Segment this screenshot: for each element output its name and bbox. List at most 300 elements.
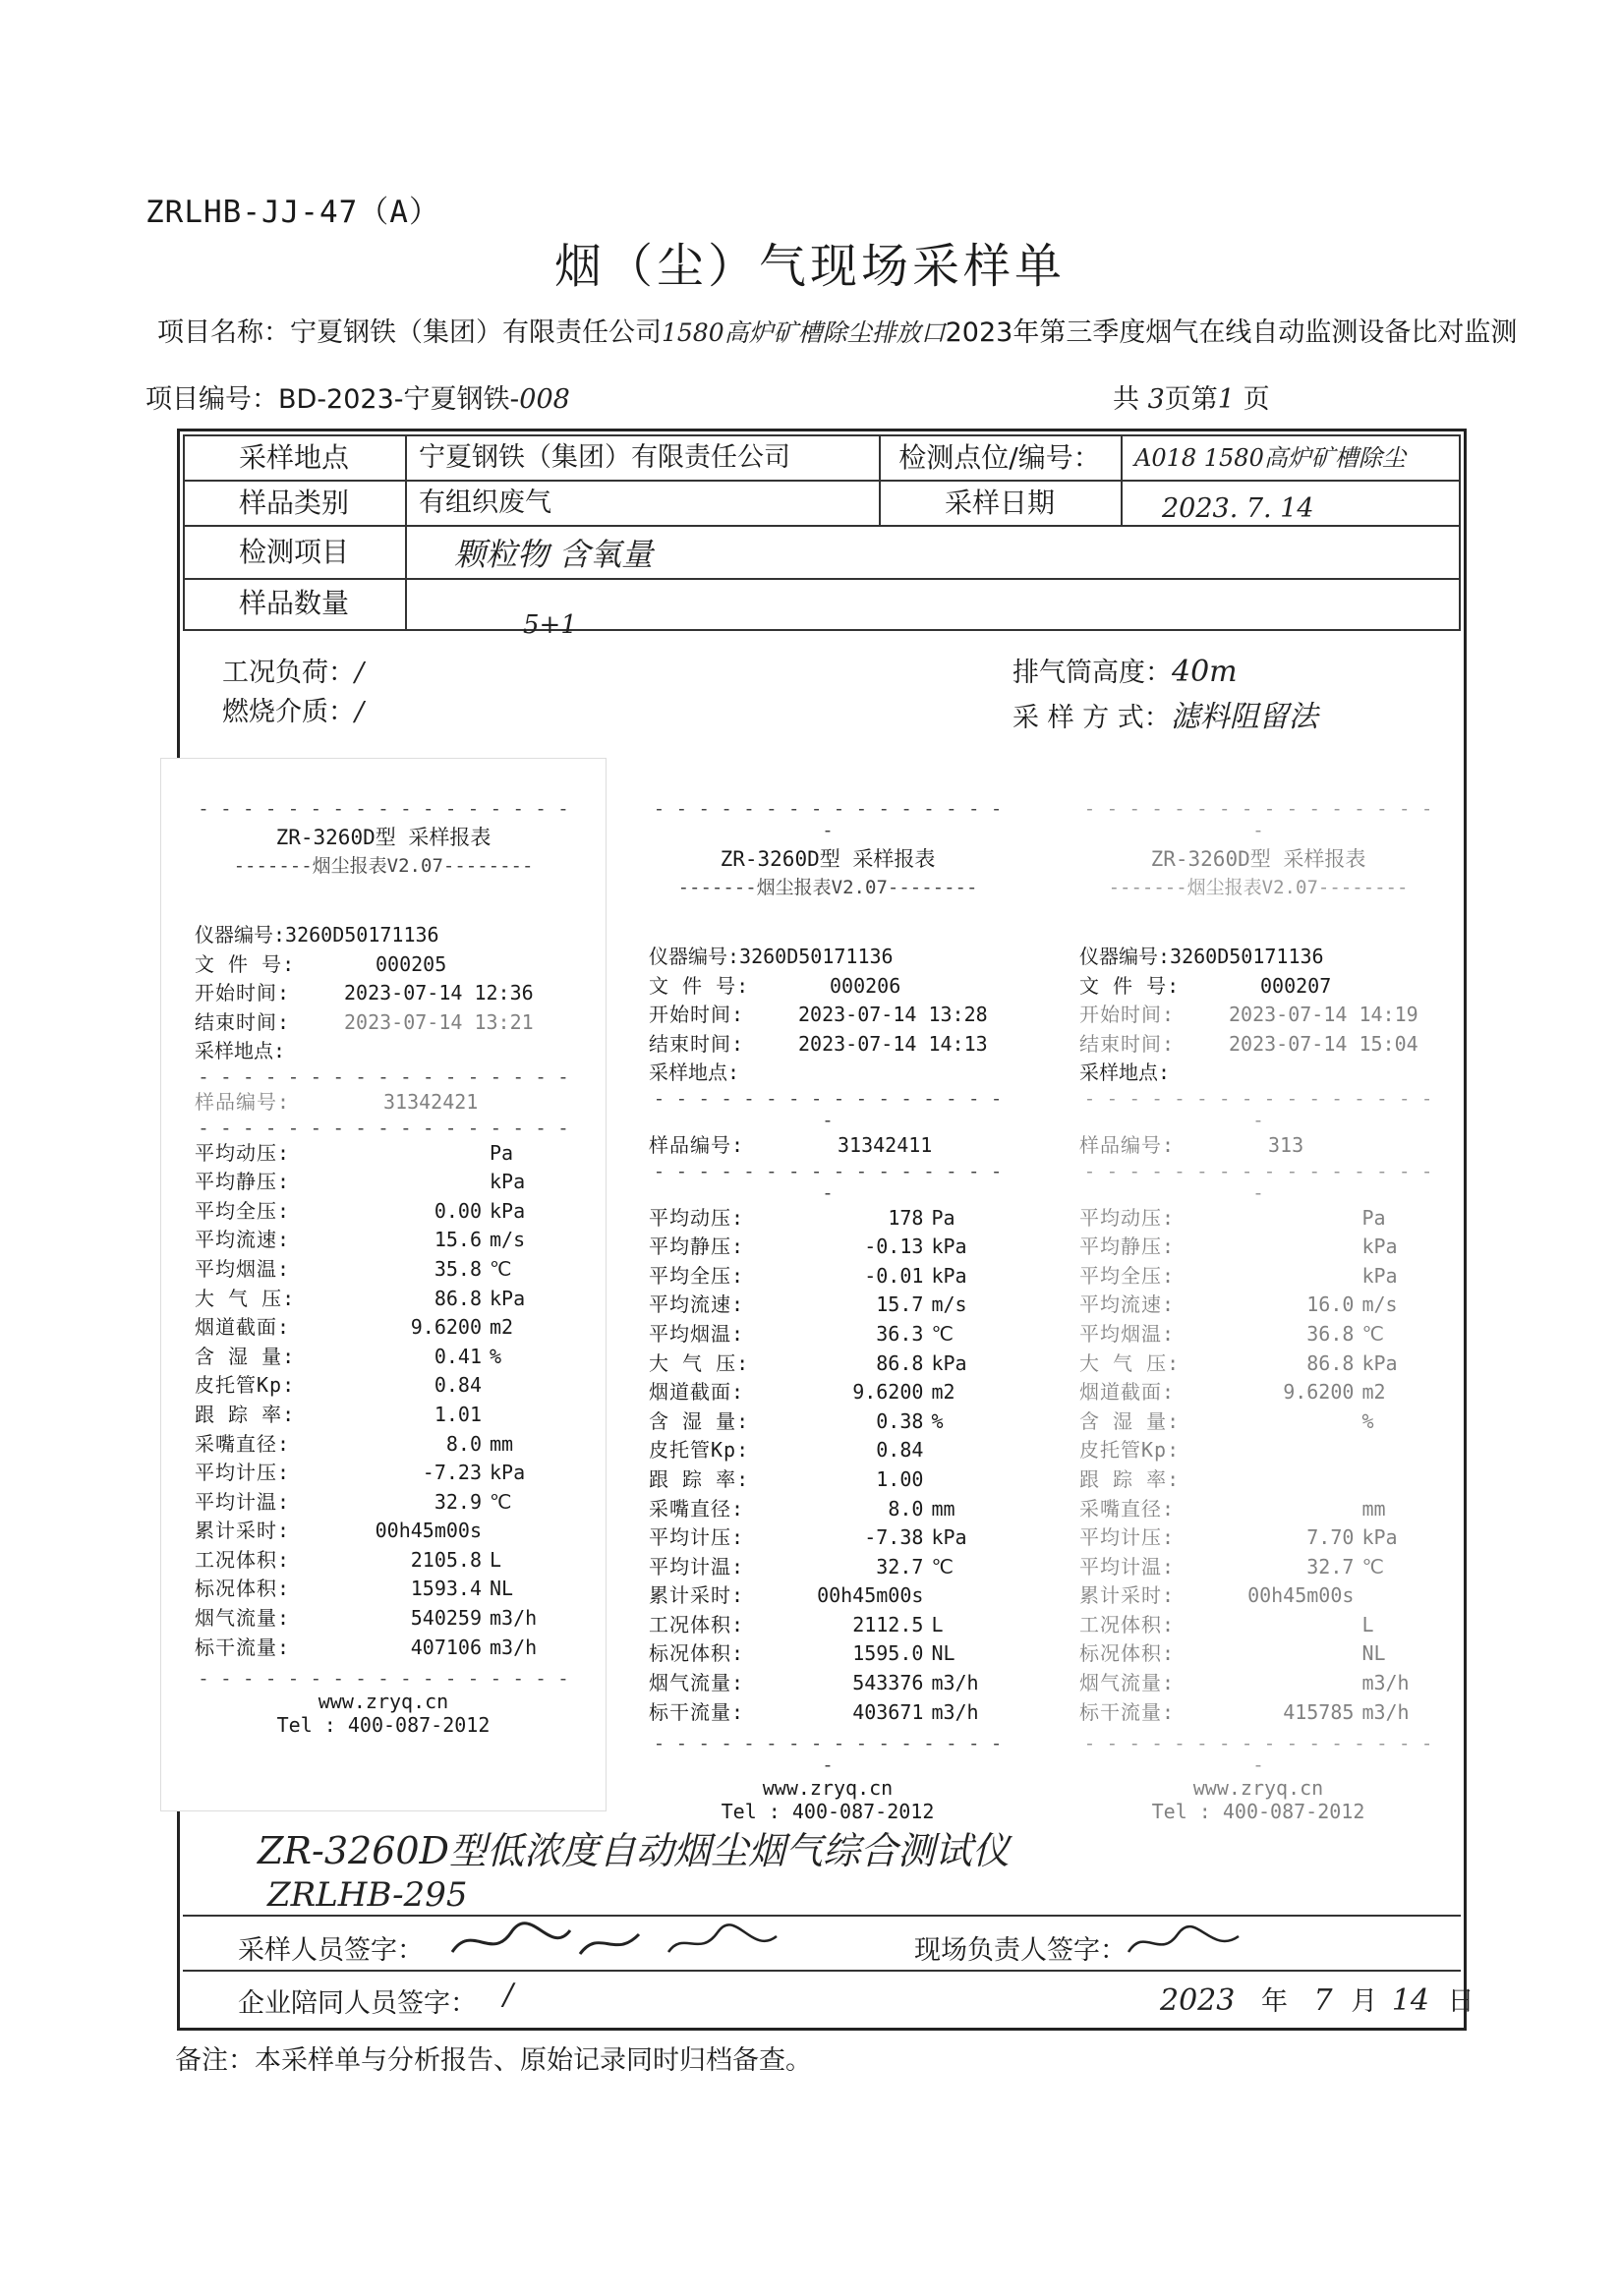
receipt-data-row [649,1553,1007,1582]
receipt-data-row [649,1523,1007,1553]
load-line [222,651,364,689]
row-key: 结束时间: [195,1009,291,1034]
row-key: 平均静压: [195,1170,291,1194]
method-label: 采 样 方 式： [1012,703,1171,733]
row-key: 平均计压: [195,1461,291,1485]
row-key: 采嘴直径: [649,1496,745,1521]
row-value: 403671 [852,1699,924,1724]
receipt-data-row [195,1371,572,1401]
type-label: 样品类别 [238,487,349,519]
row-key: 标况体积: [649,1641,745,1666]
receipt-row [195,1008,572,1038]
row-key: 平均动压: [195,1140,291,1165]
stack-line [1012,651,1238,689]
row-key: 跟 踪 率: [649,1466,750,1491]
row-key: 采嘴直径: [195,1431,291,1456]
receipt-tel: Tel : 400-087-2012 [721,1800,935,1824]
receipt-data-row [649,1581,1007,1611]
row-value: 407106 [410,1635,482,1659]
row-key: 平均计温: [649,1554,745,1578]
row-unit: kPa [490,1286,526,1310]
count-label: 样品数量 [238,587,349,619]
row-key: 大 气 压: [1079,1350,1181,1375]
row-value: 86.8 [434,1286,482,1310]
row-value [1213,1233,1362,1262]
row-unit: kPa [1361,1350,1398,1375]
receipt-data-row [649,1495,1007,1524]
receipt-tel: Tel : 400-087-2012 [276,1713,491,1738]
receipt-rows [649,1204,1007,1728]
receipt-web: www.zryq.cn [318,1690,449,1714]
row-value: 32.7 [876,1554,924,1578]
row-unit: kPa [931,1234,967,1259]
row-unit: kPa [931,1350,967,1375]
sign-month: 7 [1313,1983,1333,2018]
receipt-rows [1079,1204,1437,1728]
row-key: 含 湿 量: [195,1344,296,1368]
row-unit [1361,1581,1437,1611]
row-value [1213,1262,1362,1292]
row-value: 0.41 [434,1344,482,1368]
receipt-subtitle: -------烟尘报表V2.07-------- [233,855,534,877]
row-key: 平均静压: [649,1234,745,1259]
row-unit: m2 [490,1315,514,1340]
receipt-row [1079,1131,1437,1161]
row-key: 工况体积: [649,1612,745,1636]
footer-rule [183,1915,1461,1917]
row-unit: ℃ [490,1489,512,1514]
receipt-data-row [195,1401,572,1430]
row-value: 2023-07-14 13:28 [798,1003,988,1027]
row-key: 大 气 压: [195,1286,296,1310]
receipt-data-row [1079,1465,1437,1495]
project-number-label: 项目编号： [145,384,278,415]
row-value [1213,1669,1362,1698]
row-key: 烟道截面: [649,1380,745,1405]
row-key: 平均全压: [649,1263,745,1288]
row-value: 00h45m00s [817,1583,924,1608]
receipt-web: www.zryq.cn [1192,1776,1324,1801]
row-value: 15.7 [876,1292,924,1317]
receipt-dashes: - - - - - - - - - - - - - - - - - [1083,798,1433,841]
row-unit: % [490,1344,502,1368]
receipt-data-row [649,1204,1007,1234]
receipt-data-row [1079,1320,1437,1349]
site-lead-label: 现场负责人签字： [914,1935,1127,1966]
receipt-data-row [1079,1436,1437,1465]
row-key: 平均静压: [1079,1234,1176,1259]
row-unit: kPa [490,1198,526,1223]
receipt-data-row [649,1349,1007,1379]
row-unit: L [931,1612,944,1636]
project-name-printed: 宁夏钢铁（集团）有限责任公司 [290,317,662,348]
row-value: 000207 [1260,973,1332,998]
row-key: 开始时间: [649,1003,745,1027]
row-value: 2023-07-14 12:36 [344,981,534,1005]
row-unit: m3/h [490,1635,538,1659]
load-label: 工况负荷： [222,658,355,688]
receipt-row [649,1030,1007,1060]
row-unit: % [1361,1408,1374,1433]
row-key: 平均计压: [649,1525,745,1550]
pages-total-label: 共 [1113,384,1139,415]
sign-day-unit: 日 [1447,1986,1475,2017]
row-value: -7.38 [864,1525,924,1550]
row-unit: ℃ [490,1256,512,1281]
receipt-data-row [1079,1349,1437,1379]
row-key: 平均流速: [195,1228,291,1252]
receipt-data-row [1079,1639,1437,1669]
project-number-line [145,377,570,416]
receipt-data-row [649,1291,1007,1320]
row-unit [490,1401,568,1430]
row-value: -0.13 [864,1234,924,1259]
row-key: 文 件 号: [1079,973,1181,998]
row-key: 含 湿 量: [649,1408,750,1433]
row-key: 平均动压: [649,1205,745,1230]
row-value: 00h45m00s [375,1519,482,1543]
receipt-data-row [195,1197,572,1227]
receipt-model: ZR-3260D型 采样报表 [1150,847,1366,871]
row-key: 结束时间: [1079,1031,1176,1056]
receipt-data-row [1079,1291,1437,1320]
row-unit: m2 [1361,1380,1386,1405]
row-value: 8.0 [888,1496,924,1521]
sample-place: 采样地点: [1079,1061,1171,1085]
table-rule [183,578,1461,580]
row-key: 皮托管Kp: [649,1438,750,1463]
sign-year-unit: 年 [1260,1986,1288,2017]
row-key: 跟 踪 率: [1079,1466,1181,1491]
receipt-row [195,950,572,980]
receipt-subtitle: -------烟尘报表V2.07-------- [677,877,978,898]
receipt-data-row [1079,1262,1437,1292]
receipt-data-row [195,1459,572,1488]
receipt-data-row [195,1488,572,1518]
instrument-note: ZR-3260D型低浓度自动烟尘烟气综合测试仪 [258,1829,1011,1872]
row-key: 标况体积: [1079,1641,1176,1666]
row-key: 平均流速: [649,1292,745,1317]
pages-end: 页 [1243,384,1270,415]
row-unit: NL [931,1641,955,1666]
receipt-dashes: - - - - - - - - - - - - - - - - - [653,798,1003,841]
receipt-3 [1046,759,1463,1824]
device-number: 仪器编号:3260D50171136 [649,945,894,968]
row-value: 16.0 [1306,1292,1355,1317]
receipt-data-row [649,1407,1007,1437]
row-key: 样品编号: [195,1089,291,1114]
sample-place: 采样地点: [649,1061,740,1085]
row-value: 32.9 [434,1489,482,1514]
row-key: 开始时间: [195,981,291,1005]
project-name-handwritten: 1580高炉矿槽除尘排放口 [662,318,946,347]
row-unit: m2 [931,1380,955,1405]
receipt-data-row [195,1255,572,1285]
row-key: 皮托管Kp: [195,1373,296,1398]
row-key: 平均计压: [1079,1525,1176,1550]
row-value: -0.01 [864,1263,924,1288]
row-value: 32.7 [1306,1554,1355,1578]
row-unit: Pa [1361,1205,1386,1230]
row-key: 烟道截面: [195,1315,291,1340]
point-label: 检测点位/编号： [898,441,1101,474]
stack-value: 40m [1172,655,1238,689]
footer-rule [183,1970,1461,1972]
receipt-data-row [649,1669,1007,1698]
row-value [1213,1465,1362,1495]
row-unit: L [490,1547,502,1572]
sign-date [1160,1980,1475,2018]
receipt-data-row [1079,1581,1437,1611]
receipt-row [1079,972,1437,1002]
page-title: 烟（尘）气现场采样单 [553,239,1066,294]
project-name-suffix: 2023年第三季度烟气在线自动监测设备比对监测 [945,317,1518,348]
receipt-data-row [195,1604,572,1634]
row-key: 皮托管Kp: [1079,1438,1181,1463]
row-unit: mm [931,1496,955,1521]
row-value: 86.8 [876,1350,924,1375]
receipt-dashes: - - - - - - - - - - - - - - - - - [198,1065,569,1088]
receipt-row [1079,1030,1437,1060]
receipt-data-row [1079,1495,1437,1524]
row-key: 平均烟温: [195,1256,291,1281]
row-value: 9.6200 [852,1380,924,1405]
date-value: 2023. 7. 14 [1162,493,1314,524]
receipt-data-row [1079,1553,1437,1582]
receipt-data-row [195,1285,572,1314]
receipt-data-row [649,1320,1007,1349]
row-unit: kPa [490,1170,526,1194]
receipt-data-row [195,1139,572,1169]
row-value: 540259 [410,1606,482,1631]
receipt-data-row [195,1575,572,1604]
row-unit: NL [490,1577,514,1601]
row-key: 烟气流量: [649,1671,745,1695]
row-key: 工况体积: [1079,1612,1176,1636]
row-unit: NL [1361,1641,1386,1666]
receipt-row [649,1001,1007,1030]
receipt-row [649,1131,1007,1161]
row-unit: m3/h [1361,1671,1410,1695]
row-key: 平均全压: [1079,1263,1176,1288]
row-value: 0.38 [876,1408,924,1433]
row-key: 标干流量: [649,1699,745,1724]
receipt-dashes: - - - - - - - - - - - - - - - - - [653,1087,1003,1131]
row-unit: kPa [1361,1234,1398,1259]
row-value: 2023-07-14 15:04 [1229,1031,1418,1056]
receipt-dashes: - - - - - - - - - - - - - - - - - [1083,1160,1433,1204]
row-unit: % [931,1408,944,1433]
row-value: 15.6 [434,1228,482,1252]
row-value: 36.3 [876,1321,924,1346]
row-value: -7.23 [422,1461,482,1485]
row-unit: ℃ [931,1554,954,1578]
row-unit [1361,1436,1437,1465]
sign-month-unit: 月 [1351,1986,1378,2017]
row-value [334,1168,490,1197]
site-label: 采样地点 [238,441,349,474]
page-count [1113,377,1270,416]
row-value: 31342411 [838,1132,933,1157]
row-key: 结束时间: [649,1031,745,1056]
project-name-line [157,311,1517,349]
row-unit: m/s [1361,1292,1398,1317]
row-unit: m3/h [1361,1699,1410,1724]
receipt-dashes: - - - - - - - - - - - - - - - - - [1083,1087,1433,1131]
row-value [1213,1436,1362,1465]
row-value: 9.6200 [1283,1380,1355,1405]
document-number: ZRLHB-JJ-47（A） [145,195,440,230]
method-line [1012,692,1318,735]
receipt-data-row [1079,1611,1437,1640]
row-value: 2023-07-14 14:19 [1229,1003,1418,1027]
receipt-model: ZR-3260D型 采样报表 [275,826,492,849]
receipt-2 [611,759,1040,1824]
row-value: 35.8 [434,1256,482,1281]
row-value [1213,1611,1362,1640]
receipt-data-row [649,1378,1007,1407]
sampler-label: 采样人员签字： [238,1935,424,1966]
row-key: 平均动压: [1079,1205,1176,1230]
row-unit: mm [1361,1496,1386,1521]
receipt-data-row [649,1611,1007,1640]
pages-mid: 页第 [1164,384,1218,415]
receipt-data-row [649,1639,1007,1669]
receipt-data-row [1079,1523,1437,1553]
row-key: 标况体积: [195,1577,291,1601]
row-value: 0.84 [876,1438,924,1463]
fuel-value: / [355,697,365,727]
instrument-number: ZRLHB-295 [267,1875,468,1915]
receipt-subtitle: -------烟尘报表V2.07-------- [1108,877,1409,898]
row-value: 1.01 [434,1402,482,1426]
receipt-row [649,972,1007,1002]
row-unit: ℃ [931,1321,954,1346]
point-value: A018 1580高炉矿槽除尘 [1134,444,1406,472]
row-unit: kPa [490,1461,526,1485]
row-key: 平均全压: [195,1198,291,1223]
row-value: 0.00 [434,1198,482,1223]
row-value: 313 [1268,1132,1304,1157]
row-value: 1.00 [876,1466,924,1491]
project-number-handwritten: 008 [519,384,570,415]
receipt-data-row [649,1233,1007,1262]
receipt-model: ZR-3260D型 采样报表 [720,847,936,871]
receipt-dashes: - - - - - - - - - - - - - - - - - [198,1668,569,1691]
receipt-dashes: - - - - - - - - - - - - - - - - - [198,798,569,820]
row-value: 2023-07-14 13:21 [344,1009,534,1034]
receipt-web: www.zryq.cn [762,1776,894,1801]
row-value: 178 [888,1205,924,1230]
pages-current: 1 [1217,384,1235,415]
receipt-data-row [1079,1204,1437,1234]
receipt-data-row [195,1517,572,1546]
row-unit: mm [490,1431,514,1456]
device-number: 仪器编号:3260D50171136 [195,923,439,947]
row-key: 标干流量: [1079,1699,1176,1724]
receipt-data-row [1079,1407,1437,1437]
row-value: 543376 [852,1671,924,1695]
sample-place: 采样地点: [195,1039,286,1063]
sign-year: 2023 [1160,1983,1236,2018]
pages-total: 3 [1147,384,1165,415]
receipt-data-row [195,1168,572,1197]
row-value: 2105.8 [410,1547,482,1572]
row-value: 8.0 [445,1431,482,1456]
row-unit [1361,1465,1437,1495]
row-unit: Pa [931,1205,955,1230]
receipt-dashes: - - - - - - - - - - - - - - - - - [1083,1733,1433,1777]
receipt-row [195,979,572,1008]
row-value: 0.84 [434,1373,482,1398]
row-key: 含 湿 量: [1079,1408,1181,1433]
receipt-tel: Tel : 400-087-2012 [1151,1800,1365,1824]
company-value: / [503,1978,514,2012]
remark: 备注：本采样单与分析报告、原始记录同时归档备查。 [175,2045,812,2076]
row-key: 文 件 号: [649,973,750,998]
receipt-row [195,1088,572,1118]
row-key: 样品编号: [1079,1132,1176,1157]
row-unit: kPa [931,1525,967,1550]
row-key: 文 件 号: [195,951,296,976]
row-key: 累计采时: [649,1583,745,1608]
row-value: 2023-07-14 14:13 [798,1031,988,1056]
device-number: 仪器编号:3260D50171136 [1079,945,1324,968]
row-value: 36.8 [1306,1321,1355,1346]
row-value: 1593.4 [410,1577,482,1601]
receipt-data-row [1079,1669,1437,1698]
row-unit: m/s [490,1228,526,1252]
row-key: 标干流量: [195,1635,291,1659]
row-unit [490,1517,568,1546]
row-value [1213,1495,1362,1524]
row-key: 烟气流量: [195,1606,291,1631]
row-key: 工况体积: [195,1547,291,1572]
row-value: 9.6200 [410,1315,482,1340]
receipt-data-row [649,1465,1007,1495]
row-key: 烟气流量: [1079,1671,1176,1695]
receipt-data-row [649,1436,1007,1465]
row-key: 烟道截面: [1079,1380,1176,1405]
row-value [334,1139,490,1169]
row-unit: kPa [1361,1525,1398,1550]
receipt-row [1079,1001,1437,1030]
receipt-1 [161,759,606,1810]
receipt-data-row [195,1343,572,1372]
row-unit: m3/h [490,1606,538,1631]
row-value: 2112.5 [852,1612,924,1636]
row-key: 开始时间: [1079,1003,1176,1027]
row-unit: L [1361,1612,1374,1636]
receipt-data-row [649,1262,1007,1292]
row-unit: m/s [931,1292,967,1317]
row-value: 86.8 [1306,1350,1355,1375]
load-value: / [355,658,365,688]
receipt-data-row [195,1546,572,1576]
row-key: 大 气 压: [649,1350,750,1375]
row-unit [931,1581,1007,1611]
row-unit: ℃ [1361,1554,1384,1578]
receipt-rows [195,1139,572,1663]
row-key: 累计采时: [195,1519,291,1543]
row-value: 31342421 [383,1089,479,1114]
row-unit: m3/h [931,1699,979,1724]
row-unit [490,1371,568,1401]
count-value: 5+1 [523,610,577,640]
row-unit: Pa [490,1140,514,1165]
receipt-data-row [195,1430,572,1460]
method-value: 滤料阻留法 [1170,700,1318,734]
